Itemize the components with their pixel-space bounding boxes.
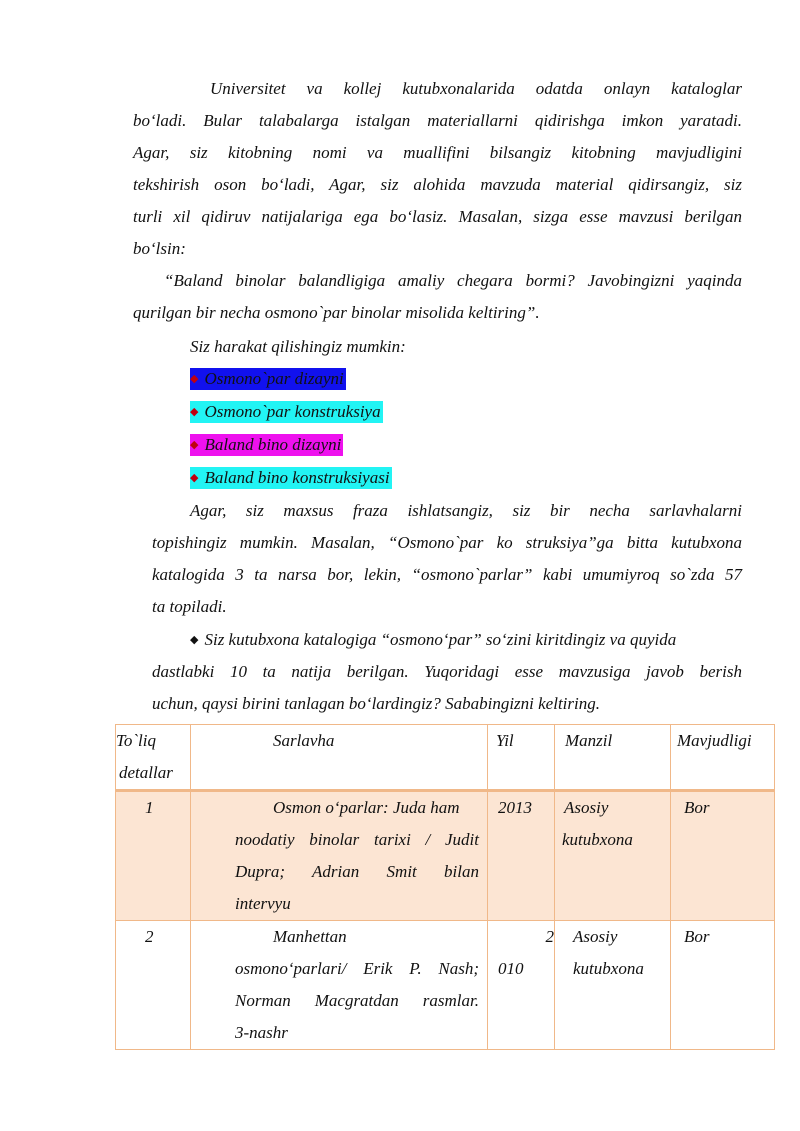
text-line: ta topiladi. bbox=[152, 597, 227, 616]
text-line: Agar, siz maxsus fraza ishlatsangiz, siz bir necha sarlavhalarni bbox=[190, 501, 742, 520]
row-title: Osmon o‘parlar: Juda ham noodatiy binolar tarixi / Judit Dupra; Adrian Smit bilan intervyu bbox=[191, 791, 488, 921]
search-term-item: ◆ Osmono`par konstruksiya bbox=[190, 402, 381, 421]
text-line: ◆ Siz kutubxona katalogiga “osmono‘par” so‘zini kiritdingiz va quyida bbox=[190, 630, 677, 649]
search-term-item: ◆ Baland bino dizayni bbox=[190, 435, 342, 454]
row-title: Manhettan osmono‘parlari/ Erik P. Nash; Norman Macgratdan rasmlar. 3-nashr bbox=[191, 921, 488, 1050]
column-header-year: Yil bbox=[488, 725, 555, 791]
row-number: 2 bbox=[116, 921, 191, 1050]
text-line: turli xil qidiruv natijalariga ega bo‘lasiz. Masalan, sizga esse mavzusi berilgan bbox=[133, 207, 742, 226]
column-header-availability: Mavjudligi bbox=[671, 725, 775, 791]
bullet-icon: ◆ bbox=[190, 439, 199, 451]
column-header-details: To`liq detallar bbox=[116, 725, 191, 791]
text-line: uchun, qaysi birini tanlagan bo‘lardingiz? Sababingizni keltiring. bbox=[152, 694, 600, 713]
column-header-title: Sarlavha bbox=[191, 725, 488, 791]
search-term-item: ◆ Osmono`par dizayni bbox=[190, 369, 344, 388]
row-year: 2013 bbox=[488, 791, 555, 921]
bullet-icon: ◆ bbox=[190, 472, 199, 484]
text-line: katalogida 3 ta narsa bor, lekin, “osmono`parlar” kabi umumiyroq so`zda 57 bbox=[152, 565, 742, 584]
row-location: Asosiy kutubxona bbox=[555, 921, 671, 1050]
text-line: tekshirish oson bo‘ladi, Agar, siz alohida mavzuda material qidirsangiz, siz bbox=[133, 175, 742, 194]
actions-intro: Siz harakat qilishingiz mumkin: bbox=[190, 337, 406, 356]
row-availability: Bor bbox=[671, 921, 775, 1050]
bullet-icon: ◆ bbox=[190, 634, 199, 646]
row-year: 2 010 bbox=[488, 921, 555, 1050]
catalog-results-table bbox=[115, 724, 775, 1050]
table-row[interactable] bbox=[116, 791, 775, 921]
text-line: Universitet va kollej kutubxonalarida odatda onlayn kataloglar bbox=[210, 79, 742, 98]
text-line: “Baland binolar balandligiga amaliy chegara bormi? Javobingizni yaqinda bbox=[164, 271, 742, 290]
bullet-icon: ◆ bbox=[190, 406, 199, 418]
text-line: Agar, siz kitobning nomi va muallifini bilsangiz kitobning mavjudligini bbox=[133, 143, 742, 162]
text-line: topishingiz mumkin. Masalan, “Osmono`par ko struksiya”ga bitta kutubxona bbox=[152, 533, 742, 552]
text-line: dastlabki 10 ta natija berilgan. Yuqoridagi esse mavzusiga javob berish bbox=[152, 662, 742, 681]
table-row[interactable] bbox=[116, 921, 775, 1050]
column-header-location: Manzil bbox=[555, 725, 671, 791]
row-number: 1 bbox=[116, 791, 191, 921]
text-line: qurilgan bir necha osmono`par binolar misolida keltiring”. bbox=[133, 303, 540, 322]
text-line: bo‘lsin: bbox=[133, 239, 186, 258]
text-line: bo‘ladi. Bular talabalarga istalgan materiallarni qidirishga imkon yaratadi. bbox=[133, 111, 742, 130]
table-header-row bbox=[116, 725, 775, 791]
search-term-item: ◆ Baland bino konstruksiyasi bbox=[190, 468, 390, 487]
bullet-icon: ◆ bbox=[190, 373, 199, 385]
row-location: Asosiy kutubxona bbox=[555, 791, 671, 921]
row-availability: Bor bbox=[671, 791, 775, 921]
